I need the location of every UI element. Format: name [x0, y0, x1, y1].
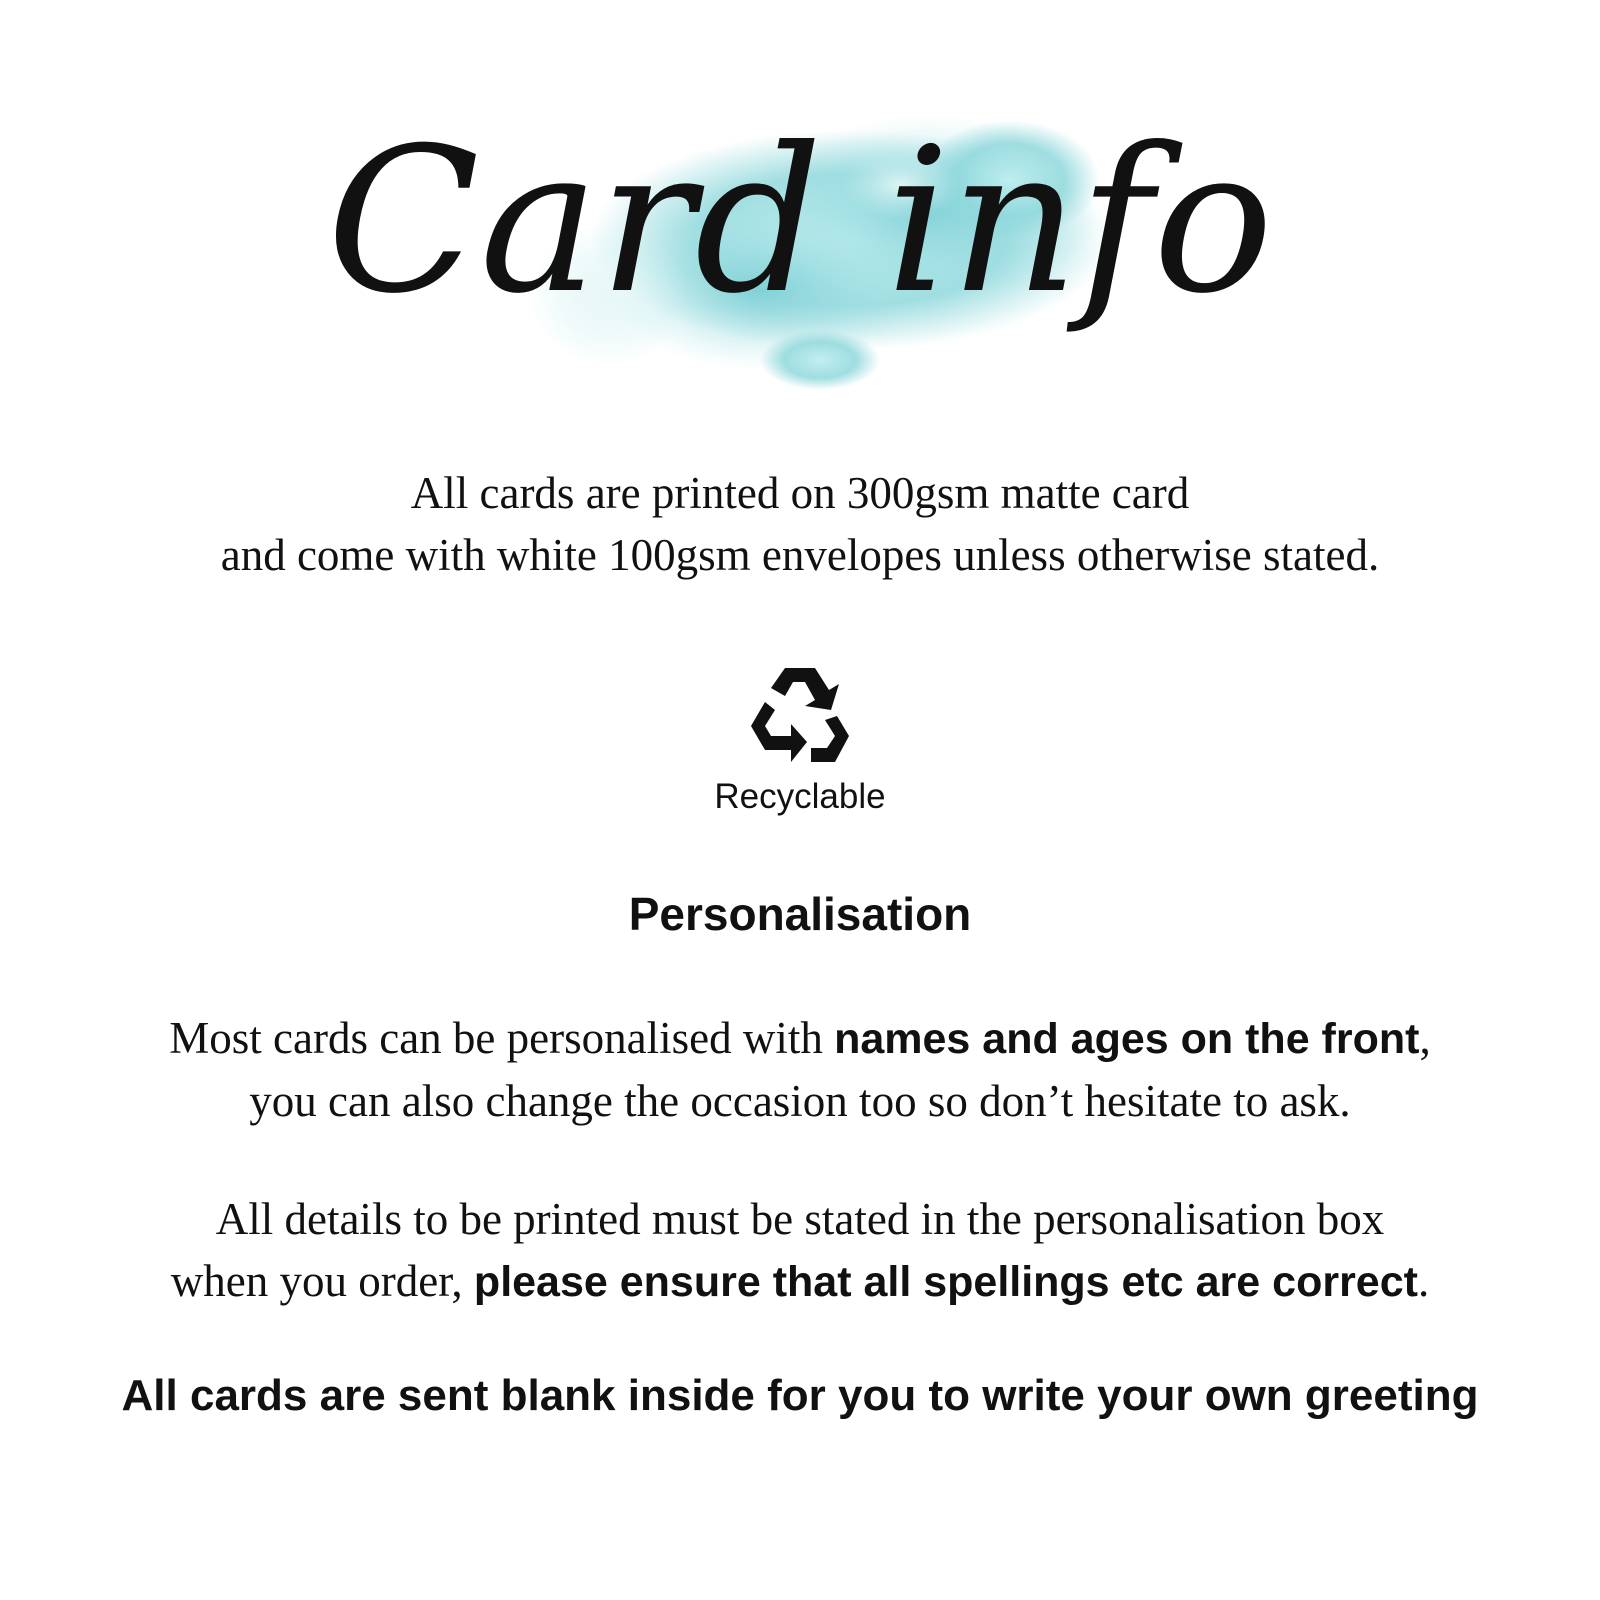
personalisation-heading: Personalisation — [628, 888, 972, 940]
paragraph-2-emphasis: please ensure that all spellings etc are correct — [473, 1258, 1418, 1306]
personalisation-paragraph-1 — [0, 1007, 1600, 1132]
page-title: Card info — [326, 105, 1274, 338]
paragraph-1-emphasis: names and ages on the front — [834, 1015, 1420, 1063]
recycle-label: Recyclable — [714, 777, 886, 816]
paragraph-2-punct: . — [1417, 1256, 1430, 1306]
paragraph-1-text: Most cards can be personalised with — [169, 1013, 835, 1063]
intro-line-2: and come with white 100gsm envelopes unless otherwise stated. — [220, 530, 1380, 580]
paragraph-2-line-1: All details to be printed must be stated in the personalisation box — [215, 1194, 1385, 1244]
paragraph-1-line-1 — [0, 1007, 1600, 1070]
intro-text — [0, 462, 1600, 586]
paragraph-2-line-2 — [0, 1250, 1600, 1313]
page-header — [0, 90, 1600, 410]
personalisation-paragraph-2 — [0, 1188, 1600, 1313]
closing-statement: All cards are sent blank inside for you to write your own greeting — [121, 1371, 1479, 1420]
paragraph-1-punct: , — [1419, 1013, 1431, 1063]
intro-line-1: All cards are printed on 300gsm matte card — [410, 468, 1190, 518]
paragraph-1-line-2: you can also change the occasion too so don’t hesitate to ask. — [249, 1076, 1351, 1126]
title-script — [0, 90, 1600, 410]
recycle-icon — [745, 662, 855, 770]
recycle-badge — [0, 662, 1600, 772]
paragraph-2-text: when you order, — [170, 1256, 474, 1306]
